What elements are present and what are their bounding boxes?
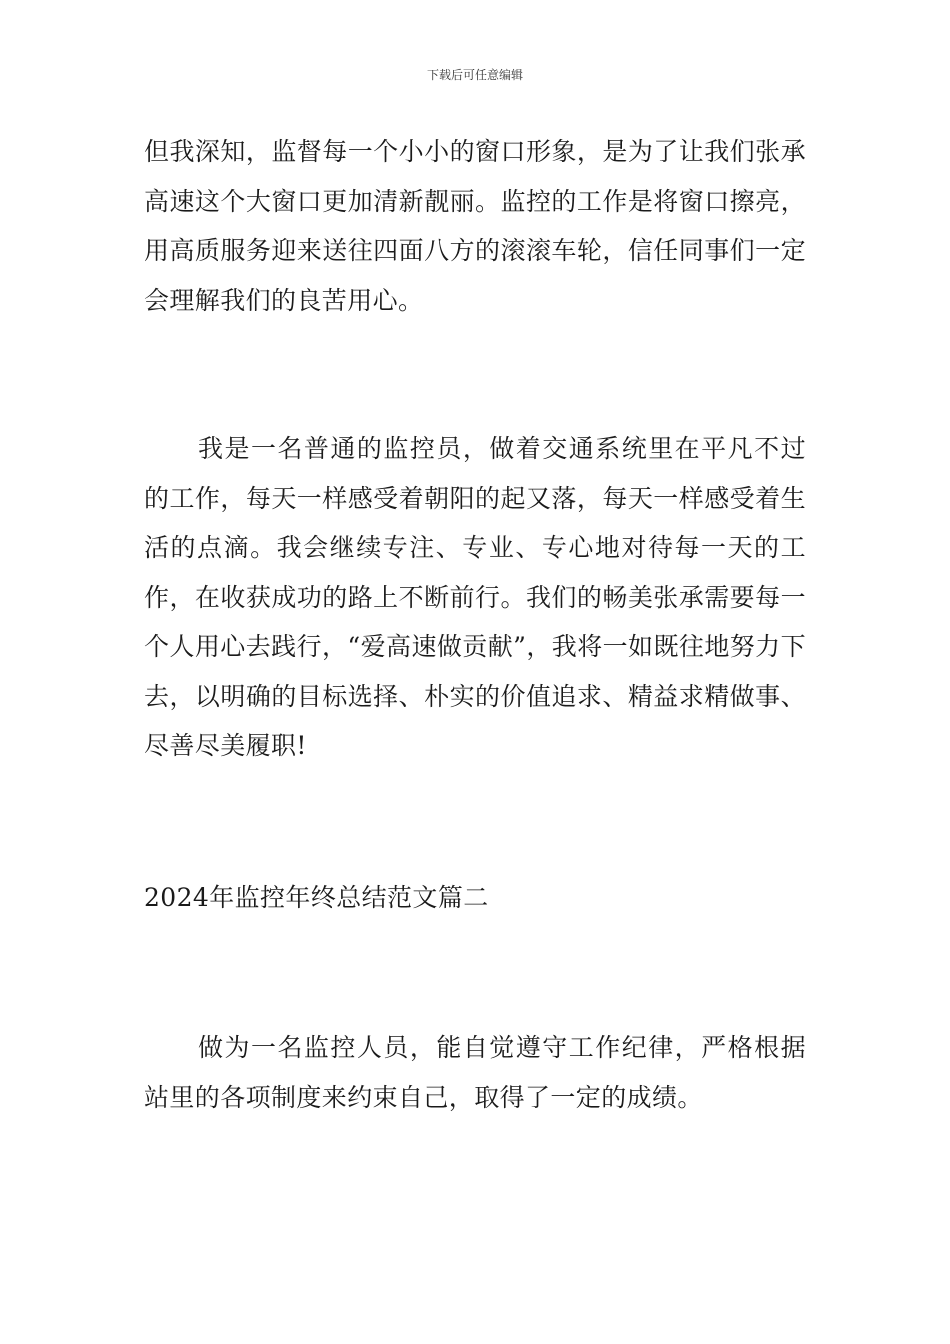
paragraph-3: 做为一名监控人员，能自觉遵守工作纪律，严格根据站里的各项制度来约束自己，取得了一定的成绩。 — [144, 1033, 806, 1112]
section-heading: 2024年监控年终总结范文篇二 — [144, 883, 489, 912]
paragraph-1: 但我深知，监督每一个小小的窗口形象，是为了让我们张承高速这个大窗口更加清新靓丽。监控的工作是将窗口擦亮，用高质服务迎来送往四面八方的滚滚车轮，信任同事们一定会理解我们的良苦用心。 — [144, 137, 806, 315]
header-note: 下载后可任意编辑 — [426, 68, 523, 82]
paragraph-2: 我是一名普通的监控员，做着交通系统里在平凡不过的工作，每天一样感受着朝阳的起又落，每天一样感受着生活的点滴。我会继续专注、专业、专心地对待每一天的工作，在收获成功的路上不断前行。我们的畅美张承需要每一个人用心去践行，“爱高速做贡献”，我将一如既往地努力下去，以明确的目标选择、朴实的价值追求、精益求精做事、尽善尽美履职! — [144, 434, 806, 760]
